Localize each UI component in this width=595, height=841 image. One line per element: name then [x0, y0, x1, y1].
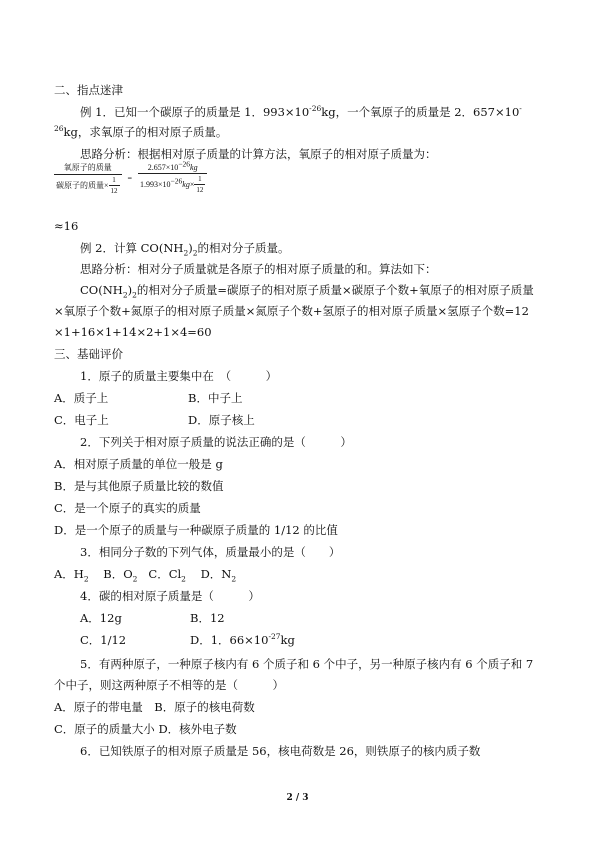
q2-option-d: D．是一个原子的质量与一种碳原子质量的 1/12 的比值 [54, 523, 338, 537]
q4-option-b: B．12 [190, 611, 225, 625]
page-number: 2 / 3 [286, 793, 309, 803]
calc-line-1: $CO(NH_2)_2$的相对分子质量=碳原子的相对原子质量×碳原子个数+氧原子的相对原子质量 [80, 283, 534, 300]
q3-option-a: A．$H_2$ [54, 567, 89, 584]
q5-options-ab: A．原子的带电量 B．原子的核电荷数 [54, 700, 255, 714]
formula-right-fraction: $2.657\times 10^{-26}kg$ $1.993\times 10^{-26}kg\times$ $\frac{1}{12}$ [138, 163, 207, 194]
q4-option-a: A．12g [80, 611, 122, 625]
q2-option-b: B．是与其他原子质量比较的数值 [54, 479, 224, 493]
question-3: 3．相同分子数的下列气体，质量最小的是（ ） [80, 545, 341, 559]
q5-options-cd: C．原子的质量大小 D．核外电子数 [54, 722, 237, 736]
example-2-analysis: 思路分析：相对分子质量就是各原子的相对原子质量的和。算法如下： [80, 262, 437, 276]
q3-option-c: C．$Cl_2$ [148, 567, 186, 584]
question-5-line-1: 5．有两种原子，一种原子核内有 6 个质子和 6 个中子，另一种原子核内有 6 个质子和 7 [80, 657, 534, 671]
q2-option-a: A．相对原子质量的单位一般是 g [54, 457, 223, 471]
q1-option-a: A．质子上 [54, 391, 109, 405]
question-1: 1．原子的质量主要集中在 （ ） [80, 369, 278, 383]
section-title: 二、指点迷津 [54, 83, 123, 97]
question-6: 6．已知铁原子的相对原子质量是 56，核电荷数是 26，则铁原子的核内质子数 [80, 744, 481, 758]
example-1-line-1: 例 1．已知一个碳原子的质量是 1．$993\times 10^{-26}kg$，一个氧原子的质量是 2．657×10- [80, 104, 522, 119]
calc-line-2: ×氧原子个数+氮原子的相对原子质量×氮原子个数+氢原子的相对原子质量×氢原子个数=12 [54, 304, 529, 318]
example-1-line-2: $^{26}$kg，求氧原子的相对原子质量。 [54, 124, 228, 139]
question-2: 2．下列关于相对原子质量的说法正确的是（ ） [80, 435, 352, 449]
q3-option-b: B．$O_2$ [103, 567, 138, 584]
q2-option-c: C．是一个原子的真实的质量 [54, 501, 201, 515]
question-5-line-2: 个中子，则这两种原子不相等的是（ ） [54, 678, 284, 692]
formula: 氧原子的质量 碳原子的质量× $\frac{1}{12}$ = $2.657\times 10^{-26}kg$ $1.993\times 10^{-26}kg\times$ $\frac{1}{12}$ [54, 162, 207, 195]
calc-line-3: ×1+16×1+14×2+1×4=60 [54, 325, 212, 339]
q1-option-c: C．电子上 [54, 413, 109, 427]
q3-option-d: D．$N_2$ [200, 567, 237, 584]
example-1-analysis: 思路分析：根据相对原子质量的计算方法，氧原子的相对原子质量为： [80, 147, 437, 161]
question-4: 4．碳的相对原子质量是（ ） [80, 589, 260, 603]
q3-options [54, 566, 236, 582]
q1-option-d: D．原子核上 [188, 413, 255, 427]
example-2: 例 2．计算 $CO(NH_2)_2$的相对分子质量。 [80, 241, 290, 258]
section-title: 三、基础评价 [54, 347, 123, 361]
q4-option-c: C．1/12 [80, 633, 127, 647]
q4-option-d: D．1．$66\times 10^{-27}kg$ [190, 632, 295, 647]
formula-left-fraction: 氧原子的质量 碳原子的质量× $\frac{1}{12}$ [54, 162, 122, 195]
approx-result: ≈16 [54, 219, 79, 233]
q1-option-b: B．中子上 [188, 391, 243, 405]
